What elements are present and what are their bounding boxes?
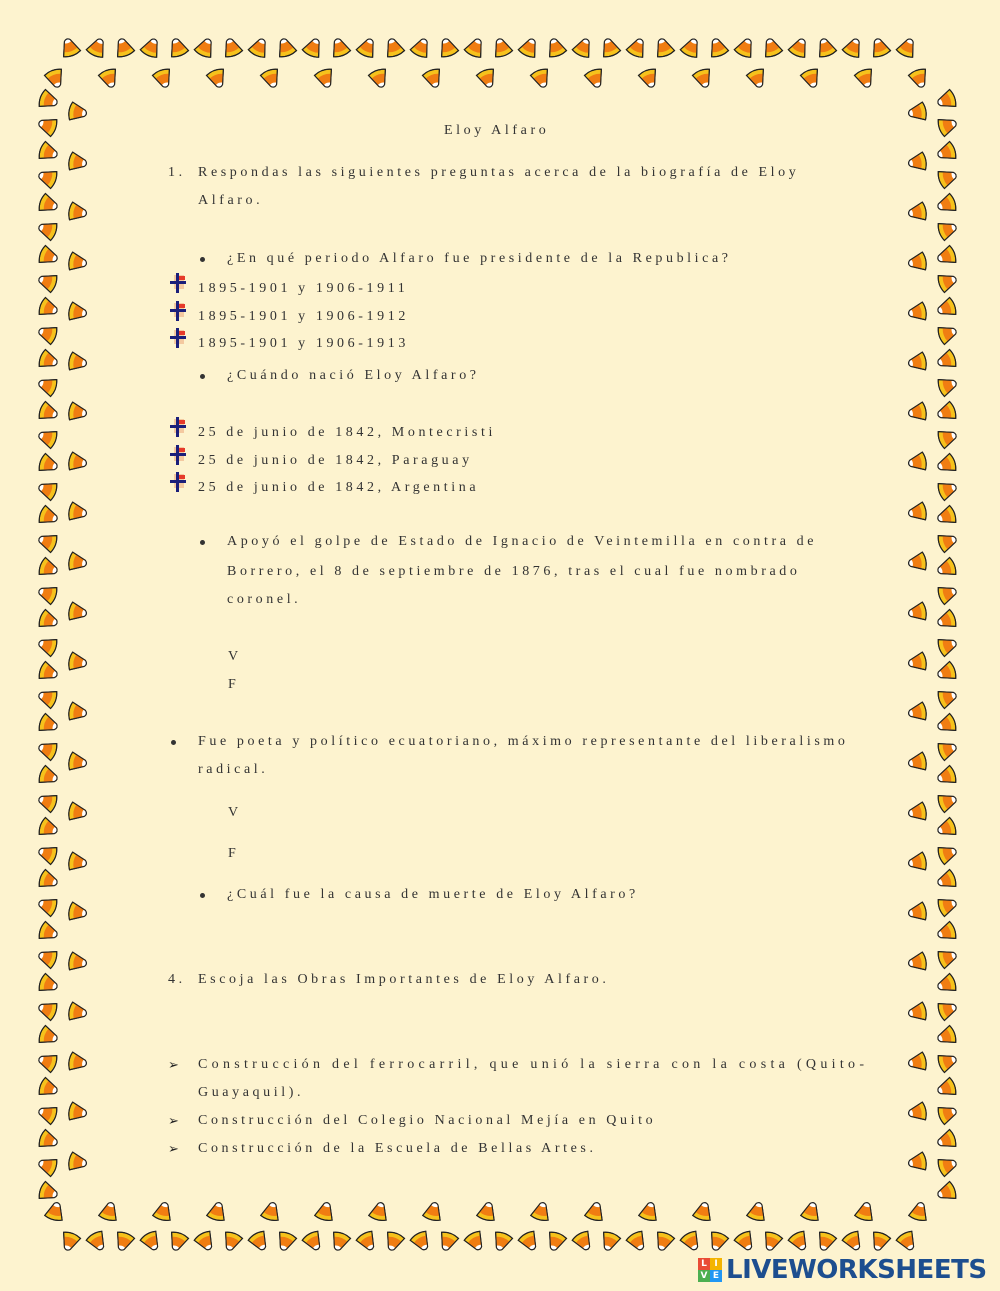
candy-corn-icon [68,152,89,173]
option-work-2[interactable]: Construcción del Colegio Nacional Mejía en Quito [198,1113,657,1128]
candy-corn-icon [422,67,445,90]
candy-corn-icon [368,67,391,90]
candy-corn-icon [936,946,959,969]
candy-corn-icon [907,1152,928,1173]
candy-corn-icon [463,35,487,59]
candy-corn-icon [476,1200,498,1222]
cross-icon [168,273,188,293]
candy-corn-icon [68,802,89,823]
candy-corn-icon [907,302,928,323]
candy-corn-icon [935,193,958,216]
candy-corn-icon [139,1230,163,1254]
candy-corn-icon [935,141,958,164]
false-option-poet[interactable]: F [228,846,240,861]
candy-corn-icon [68,752,89,773]
candy-corn-icon [936,1154,959,1177]
candy-corn-icon [733,35,757,59]
candy-corn-icon [37,973,60,996]
candy-corn-icon [37,921,60,944]
candy-corn-icon [36,374,59,397]
candy-corn-icon [260,1200,282,1222]
candy-corn-icon [895,1230,919,1254]
candy-corn-icon [314,67,337,90]
candy-corn-icon [37,141,60,164]
arrow-right-icon: ➢ [168,1141,179,1156]
candy-corn-icon [935,349,958,372]
candy-corn-icon [328,36,351,59]
candy-corn-icon [37,453,60,476]
candy-corn-icon [746,67,769,90]
candy-corn-icon [314,1200,336,1222]
candy-corn-icon [37,297,60,320]
cross-icon [168,328,188,348]
candy-corn-icon [935,297,958,320]
candy-corn-icon [907,802,928,823]
candy-corn-icon [37,505,60,528]
candy-corn-icon [935,1025,958,1048]
candy-corn-icon [760,36,783,59]
liveworksheets-badge: L I V E [698,1258,722,1282]
candy-corn-icon [37,557,60,580]
statement-poet-line2: radical. [198,762,269,777]
candy-corn-icon [544,36,567,59]
sub-question-death: ¿Cuál fue la causa de muerte de Eloy Alfaro? [227,887,639,902]
candy-corn-icon [584,1200,606,1222]
candy-corn-icon [68,352,89,373]
candy-corn-icon [800,1200,822,1222]
bullet-dot [200,893,205,898]
question-4-number: 4. [168,972,186,987]
candy-corn-icon [36,270,59,293]
candy-corn-icon [598,1230,621,1253]
candy-corn-icon [908,1200,930,1222]
candy-corn-icon [139,35,163,59]
candy-corn-icon [936,738,959,761]
candy-corn-icon [598,36,621,59]
candy-corn-icon [112,1230,135,1253]
candy-corn-icon [907,1102,928,1123]
candy-corn-icon [936,166,959,189]
candy-corn-icon [37,1077,60,1100]
candy-corn-icon [841,1230,865,1254]
candy-corn-icon [733,1230,757,1254]
candy-corn-icon [58,36,81,59]
candy-corn-icon [85,1230,109,1254]
candy-corn-icon [68,1152,89,1173]
candy-corn-icon [936,374,959,397]
candy-corn-icon [907,702,928,723]
candy-corn-icon [68,202,89,223]
candy-corn-icon [936,582,959,605]
candy-corn-icon [907,952,928,973]
candy-corn-icon [936,530,959,553]
candy-corn-icon [679,1230,703,1254]
candy-corn-icon [935,401,958,424]
cross-icon [168,445,188,465]
candy-corn-icon [36,1102,59,1125]
candy-corn-icon [409,35,433,59]
candy-corn-icon [571,1230,595,1254]
candy-corn-icon [58,1230,81,1253]
candy-corn-icon [220,1230,243,1253]
candy-corn-icon [841,35,865,59]
candy-corn-icon [260,67,283,90]
candy-corn-icon [935,713,958,736]
candy-corn-icon [936,1050,959,1073]
candy-corn-icon [68,602,89,623]
candy-corn-icon [37,401,60,424]
candy-corn-icon [907,202,928,223]
option-period-2[interactable]: 1895-1901 y 1906-1912 [198,309,409,324]
question-1-number: 1. [168,165,186,180]
candy-corn-icon [68,452,89,473]
candy-corn-icon [814,36,837,59]
candy-corn-icon [37,89,60,112]
candy-corn-icon [530,67,553,90]
candy-corn-icon [355,1230,379,1254]
candy-corn-icon [907,552,928,573]
candy-corn-icon [193,1230,217,1254]
sub-question-period: ¿En qué periodo Alfaro fue presidente de la Republica? [227,251,732,266]
candy-corn-icon [706,1230,729,1253]
candy-corn-icon [530,1200,552,1222]
candy-corn-icon [36,478,59,501]
candy-corn-icon [152,1200,174,1222]
candy-corn-icon [936,478,959,501]
candy-corn-icon [166,1230,189,1253]
candy-corn-icon [206,1200,228,1222]
candy-corn-icon [652,1230,675,1253]
candy-corn-icon [193,35,217,59]
candy-corn-icon [37,661,60,684]
candy-corn-icon [907,652,928,673]
candy-corn-icon [220,36,243,59]
candy-corn-icon [422,1200,444,1222]
candy-corn-icon [935,869,958,892]
candy-corn-icon [936,270,959,293]
candy-corn-icon [936,218,959,241]
candy-corn-icon [692,1200,714,1222]
candy-corn-icon [907,602,928,623]
liveworksheets-wordmark: LIVEWORKSHEETS [726,1255,987,1285]
statement-coup-line1: Apoyó el golpe de Estado de Ignacio de Veintemilla en contra de [227,534,818,549]
candy-corn-icon [935,453,958,476]
candy-corn-icon [152,67,175,90]
candy-corn-icon [476,67,499,90]
page-title: Eloy Alfaro [444,123,550,138]
bullet-dot [200,257,205,262]
candy-corn-icon [68,902,89,923]
candy-corn-icon [868,1230,891,1253]
candy-corn-icon [166,36,189,59]
candy-corn-icon [935,89,958,112]
candy-corn-icon [112,36,135,59]
candy-corn-icon [382,36,405,59]
candy-corn-icon [936,686,959,709]
candy-corn-icon [908,67,931,90]
sub-question-birth: ¿Cuándo nació Eloy Alfaro? [227,368,480,383]
candy-corn-icon [37,245,60,268]
question-4-text: Escoja las Obras Importantes de Eloy Alfaro. [198,972,610,987]
candy-corn-icon [37,713,60,736]
candy-corn-icon [936,322,959,345]
candy-corn-icon [36,218,59,241]
option-work-1-line1[interactable]: Construcción del ferrocarril, que unió la sierra con la costa (Quito- [198,1057,869,1072]
candy-corn-icon [274,36,297,59]
candy-corn-icon [68,252,89,273]
candy-corn-icon [625,35,649,59]
option-period-3[interactable]: 1895-1901 y 1906-1913 [198,336,409,351]
candy-corn-icon [935,765,958,788]
candy-corn-icon [36,946,59,969]
candy-corn-icon [517,1230,541,1254]
candy-corn-icon [936,634,959,657]
candy-corn-icon [37,817,60,840]
candy-corn-icon [652,36,675,59]
candy-corn-icon [907,152,928,173]
candy-corn-icon [68,502,89,523]
candy-corn-icon [68,702,89,723]
cross-icon [168,301,188,321]
statement-poet-line1: Fue poeta y político ecuatoriano, máximo representante del liberalismo [198,734,849,749]
candy-corn-icon [854,1200,876,1222]
candy-corn-icon [68,552,89,573]
candy-corn-icon [98,1200,120,1222]
candy-corn-icon [36,738,59,761]
candy-corn-icon [907,1002,928,1023]
candy-corn-icon [935,661,958,684]
candy-corn-icon [36,114,59,137]
true-option-coup[interactable]: V [228,649,242,664]
candy-corn-icon [936,790,959,813]
candy-corn-icon [206,67,229,90]
cross-icon [168,417,188,437]
candy-corn-icon [37,869,60,892]
candy-corn-icon [638,1200,660,1222]
candy-corn-icon [907,352,928,373]
candy-corn-icon [907,452,928,473]
candy-corn-icon [36,322,59,345]
candy-corn-icon [36,842,59,865]
statement-coup-line2: Borrero, el 8 de septiembre de 1876, tras el cual fue nombrado [227,564,801,579]
candy-corn-icon [274,1230,297,1253]
bullet-dot [200,540,205,545]
candy-corn-icon [328,1230,351,1253]
candy-corn-icon [436,36,459,59]
candy-corn-icon [679,35,703,59]
candy-corn-icon [36,426,59,449]
candy-corn-icon [625,1230,649,1254]
candy-corn-icon [936,114,959,137]
candy-corn-icon [247,1230,271,1254]
option-period-1[interactable]: 1895-1901 y 1906-1911 [198,281,409,296]
candy-corn-icon [935,1129,958,1152]
candy-corn-icon [935,817,958,840]
liveworksheets-logo [698,1255,987,1285]
candy-corn-icon [935,1181,958,1204]
candy-corn-icon [907,852,928,873]
candy-corn-icon [936,842,959,865]
candy-corn-icon [907,252,928,273]
option-work-1-line2[interactable]: Guayaquil). [198,1085,305,1100]
candy-corn-icon [68,852,89,873]
candy-corn-icon [301,35,325,59]
candy-corn-icon [935,609,958,632]
candy-corn-icon [36,894,59,917]
candy-corn-icon [692,67,715,90]
candy-corn-icon [368,1200,390,1222]
candy-corn-icon [37,765,60,788]
candy-corn-icon [301,1230,325,1254]
candy-corn-icon [935,973,958,996]
candy-corn-icon [37,193,60,216]
candy-corn-icon [907,402,928,423]
candy-corn-icon [907,752,928,773]
candy-corn-icon [935,245,958,268]
candy-corn-icon [68,1102,89,1123]
arrow-right-icon: ➢ [168,1057,179,1072]
candy-corn-icon [37,1025,60,1048]
candy-corn-icon [68,302,89,323]
candy-corn-icon [68,402,89,423]
candy-corn-icon [571,35,595,59]
false-option-coup[interactable]: F [228,677,240,692]
candy-corn-icon [44,67,67,90]
cross-icon [168,472,188,492]
candy-corn-icon [36,998,59,1021]
option-birth-3[interactable]: 25 de junio de 1842, Argentina [198,480,480,495]
candy-corn-icon [37,349,60,372]
candy-corn-icon [36,634,59,657]
question-1-text-line2: Alfaro. [198,193,264,208]
candy-corn-icon [36,1154,59,1177]
candy-corn-icon [936,998,959,1021]
candy-corn-icon [409,1230,433,1254]
option-birth-2[interactable]: 25 de junio de 1842, Paraguay [198,453,473,468]
candy-corn-icon [907,502,928,523]
candy-corn-icon [935,921,958,944]
candy-corn-icon [36,790,59,813]
true-option-poet[interactable]: V [228,805,242,820]
candy-corn-icon [935,1077,958,1100]
candy-corn-icon [746,1200,768,1222]
candy-corn-icon [247,35,271,59]
candy-corn-icon [85,35,109,59]
bullet-dot [200,374,205,379]
candy-corn-icon [36,582,59,605]
candy-corn-icon [44,1200,66,1222]
candy-corn-icon [800,67,823,90]
candy-corn-icon [936,426,959,449]
candy-corn-icon [98,67,121,90]
question-1-text-line1: Respondas las siguientes preguntas acerca de la biografía de Eloy [198,165,800,180]
candy-corn-icon [868,36,891,59]
candy-corn-icon [490,1230,513,1253]
candy-corn-icon [436,1230,459,1253]
candy-corn-icon [355,35,379,59]
candy-corn-icon [37,1129,60,1152]
candy-corn-icon [544,1230,567,1253]
candy-corn-icon [854,67,877,90]
candy-corn-icon [463,1230,487,1254]
candy-corn-icon [935,557,958,580]
candy-corn-icon [935,505,958,528]
candy-corn-icon [37,1181,60,1204]
candy-corn-icon [68,952,89,973]
candy-corn-icon [706,36,729,59]
statement-coup-line3: coronel. [227,592,302,607]
candy-corn-icon [68,652,89,673]
candy-corn-icon [382,1230,405,1253]
candy-corn-icon [36,530,59,553]
candy-corn-icon [68,102,89,123]
candy-corn-icon [584,67,607,90]
option-birth-1[interactable]: 25 de junio de 1842, Montecristi [198,425,496,440]
candy-corn-icon [36,1050,59,1073]
candy-corn-icon [36,166,59,189]
candy-corn-icon [517,35,541,59]
candy-corn-icon [907,102,928,123]
option-work-3[interactable]: Construcción de la Escuela de Bellas Artes. [198,1141,597,1156]
candy-corn-icon [36,686,59,709]
candy-corn-icon [907,902,928,923]
candy-corn-icon [490,36,513,59]
bullet-dot [171,740,176,745]
candy-corn-icon [814,1230,837,1253]
candy-corn-icon [787,35,811,59]
candy-corn-icon [68,1002,89,1023]
candy-corn-icon [936,894,959,917]
candy-corn-icon [37,609,60,632]
candy-corn-icon [638,67,661,90]
arrow-right-icon: ➢ [168,1113,179,1128]
candy-corn-icon [68,1052,89,1073]
candy-corn-icon [936,1102,959,1125]
candy-corn-icon [787,1230,811,1254]
candy-corn-icon [760,1230,783,1253]
candy-corn-icon [907,1052,928,1073]
candy-corn-icon [895,35,919,59]
